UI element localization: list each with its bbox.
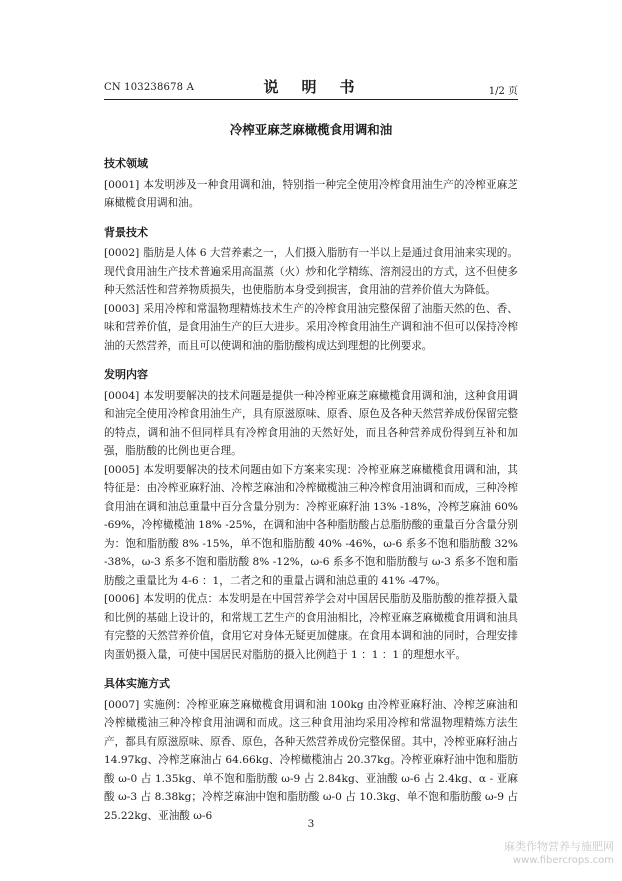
document-title: 冷榨亚麻芝麻橄榄食用调和油	[229, 122, 393, 137]
section-title: 说 明 书	[263, 78, 359, 96]
paragraph-text: 采用冷榨和常温物理精炼技术生产的冷榨食用油完整保留了油脂天然的色、香、味和营养价值，是食用油生产的巨大进步。采用冷榨食用油生产调和油不但可以保持冷榨油的天然营养，而且可以使调和油的脂肪酸构成达到理想的比例要求。	[104, 302, 518, 352]
page-number: 3	[307, 818, 315, 830]
paragraph-text: 脂肪是人体 6 大营养素之一，人们摄入脂肪有一半以上是通过食用油来实现的。现代食用油生产技术普遍采用高温蒸（火）炒和化学精练、溶剂浸出的方式，这不但使多种天然活性和营养物质损失，也使脂肪本身受到损害，食用油的营养价值大为降低。	[104, 247, 518, 296]
paragraph	[104, 387, 518, 461]
section-heading: 具体实施方式	[104, 677, 170, 690]
paragraph-number: [0001]	[104, 178, 140, 191]
watermark	[494, 840, 614, 867]
page-header	[104, 76, 518, 98]
paragraph-number: [0006]	[104, 593, 140, 605]
section-heading: 背景技术	[104, 225, 148, 239]
paragraph-number: [0004]	[104, 389, 140, 402]
header-rule	[104, 99, 518, 100]
paragraph-text: 本发明的优点：本发明是在中国营养学会对中国居民脂肪及脂肪酸的推荐摄入量和比例的基础上设计的，和常规工艺生产的食用油相比，冷榨亚麻芝麻橄榄食用调和油具有完整的天然营养价值，食用它对身体无疑更加健康。在食用本调和油的同时，合理安排肉蛋奶摄入量，可使中国居民对脂肪的摄入比例趋于 1 ：1 ：1 的理想水平。	[104, 593, 518, 661]
section-heading: 技术领域	[104, 157, 148, 170]
paragraph-text: 本发明要解决的技术问题是提供一种冷榨亚麻芝麻橄榄食用调和油，这种食用调和油完全使用冷榨食用油生产，具有原滋原味、原香、原色及各种天然营养成份保留完整的特点，调和油不但同样具有冷榨食用油的天然好处，而且各种营养成份得到互补和加强，脂肪酸的比例也更合理。	[104, 389, 518, 457]
paragraph-number: [0002]	[104, 247, 140, 259]
paragraph-text: 本发明涉及一种食用调和油，特别指一种完全使用冷榨食用油生产的冷榨亚麻芝麻橄榄食用调和油。	[104, 178, 518, 209]
paragraph-text: 本发明要解决的技术问题由如下方案来实现：冷榨亚麻芝麻橄榄食用调和油，其特征是：由冷榨亚麻籽油、冷榨芝麻油和冷榨橄榄油三种冷榨食用油调和而成，三种冷榨食用油在调和油总重量中百分含量分别为：冷榨亚麻籽油 13% -18%，冷榨芝麻油 60% -69%，冷榨橄榄油 18% -25%，在调和油中各种脂肪酸占总脂肪酸的重量百分含量分别为：饱和脂肪酸 8% -15%，单不饱和脂肪酸 40% -46%，ω-6 系多不饱和脂肪酸 32% -38%，ω-3 系多不饱和脂肪酸 8% -12%，ω-6 系多不饱和脂肪酸与 ω-3 系多不饱和脂肪酸之重量比为 4-6 ：1，二者之和的重量占调和油总重的 41% -47%。	[104, 463, 518, 587]
page-label: 1/2 页	[488, 86, 518, 97]
section-heading: 发明内容	[104, 368, 148, 381]
paragraph-number: [0003]	[104, 302, 140, 315]
paragraph-number: [0007]	[104, 698, 140, 711]
doc-number: CN 103238678 A	[104, 82, 195, 93]
paragraph	[104, 244, 518, 300]
paragraph	[104, 300, 518, 356]
watermark-line1: 麻类作物营养与施肥网	[504, 840, 614, 853]
paragraph	[104, 176, 518, 213]
document-body	[104, 155, 518, 825]
paragraph-number: [0005]	[104, 463, 140, 476]
watermark-line2: www.fibercrops.com	[512, 855, 614, 866]
paragraph-text: 实施例：冷榨亚麻芝麻橄榄食用调和油 100kg 由冷榨亚麻籽油、冷榨芝麻油和冷榨橄榄油三种冷榨食用油调和而成。这三种食用油均采用冷榨和常温物理精炼方法生产，都具有原滋原味、原香、原色，各种天然营养成份完整保留。其中，冷榨亚麻籽油占 14.97kg、冷榨芝麻油占 64.66kg、冷榨橄榄油占 20.37kg。冷榨亚麻籽油中饱和脂肪酸 ω-0 占 1.35kg、单不饱和脂肪酸 ω-9 占 2.84kg、亚油酸 ω-6 占 2.4kg、α - 亚麻酸 ω-3 占 8.38kg；冷榨芝麻油中饱和脂肪酸 ω-0 占 10.3kg、单不饱和脂肪酸 ω-9 占 25.22kg、亚油酸 ω-6	[104, 698, 518, 822]
paragraph	[104, 590, 518, 664]
paragraph	[104, 461, 518, 591]
paragraph	[104, 696, 518, 826]
